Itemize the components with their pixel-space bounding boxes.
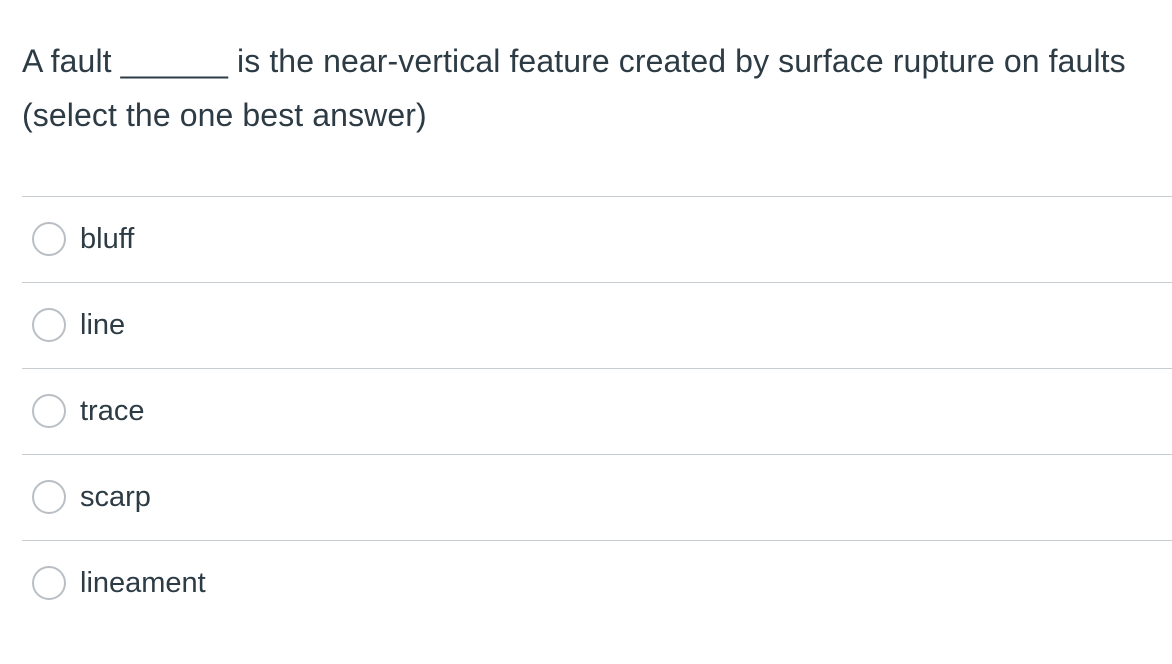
answer-option-bluff[interactable] <box>22 196 1172 282</box>
radio-button[interactable] <box>32 480 66 514</box>
answer-list <box>22 196 1172 626</box>
radio-button[interactable] <box>32 566 66 600</box>
radio-button[interactable] <box>32 394 66 428</box>
question-text <box>22 34 1152 142</box>
answer-label: trace <box>80 395 145 427</box>
answer-option-lineament[interactable] <box>22 540 1172 626</box>
question-prompt: A fault ______ is the near-vertical feature created by surface rupture on faults (select the one best answer) <box>22 43 1135 133</box>
answer-label: bluff <box>80 223 135 255</box>
answer-label: scarp <box>80 481 151 513</box>
radio-button[interactable] <box>32 308 66 342</box>
answer-option-scarp[interactable] <box>22 454 1172 540</box>
radio-button[interactable] <box>32 222 66 256</box>
answer-label: lineament <box>80 567 206 599</box>
answer-option-trace[interactable] <box>22 368 1172 454</box>
answer-option-line[interactable] <box>22 282 1172 368</box>
answer-label: line <box>80 309 126 341</box>
